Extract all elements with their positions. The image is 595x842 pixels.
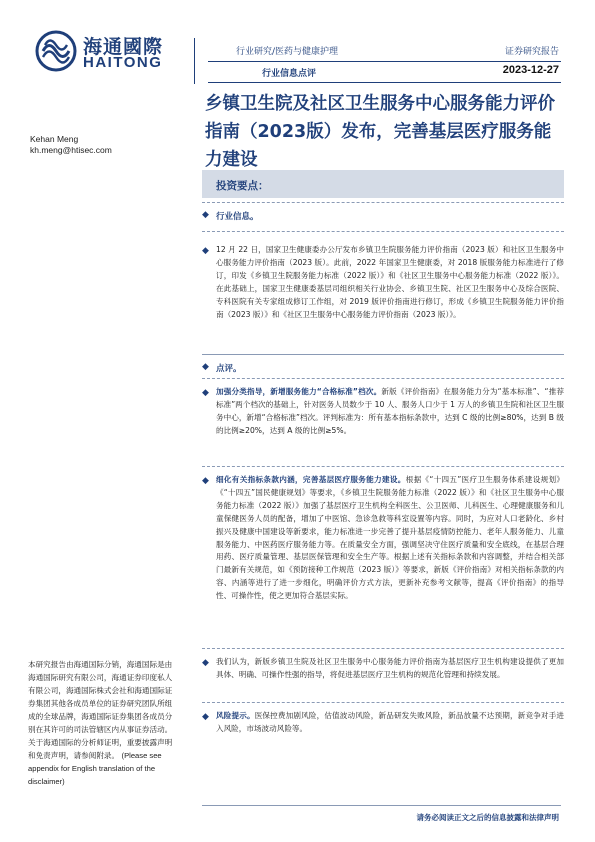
section-divider — [202, 231, 564, 232]
footer-rule — [202, 805, 561, 806]
risk-body: 医保控费加剧风险，估值波动风险，新品研发失败风险，新品放量不达预期，新竞争对手进入风险，市场波动风险等。 — [216, 711, 565, 733]
author-block — [30, 134, 112, 156]
haitong-logo — [35, 30, 185, 72]
bullet-icon: ◆ — [202, 388, 209, 398]
section-divider — [202, 354, 564, 355]
header-rule-bottom — [208, 82, 561, 83]
header-rule-top — [208, 61, 561, 62]
point2-paragraph — [216, 474, 564, 603]
section-divider — [202, 202, 564, 203]
section-divider — [202, 378, 564, 379]
section-divider — [202, 648, 564, 649]
key-points-header — [202, 170, 564, 198]
report-type: 证券研究报告 — [504, 47, 559, 57]
section-divider — [202, 466, 564, 467]
report-title: 乡镇卫生院及社区卫生服务中心服务能力评价指南（2023版）发布，完善基层医疗服务能力建设 — [205, 94, 555, 170]
footer-notice: 请务必阅读正文之后的信息披露和法律声明 — [416, 813, 559, 822]
key-points-label: 投资要点： — [216, 180, 269, 192]
point1-paragraph — [216, 386, 564, 438]
haitong-logo-icon — [35, 30, 77, 72]
industry-info-label: 行业信息。 — [216, 212, 259, 222]
author-email[interactable]: kh.meng@htisec.com — [30, 145, 112, 155]
risk-heading: 风险提示。 — [216, 711, 255, 720]
bullet-icon: ◆ — [202, 210, 209, 220]
disclaimer-cn: 本研究报告由海通国际分销，海通国际是由海通国际研究有限公司，海通证券印度私人有限公司，海通国际株式会社和海通国际证券集团其他各成员单位的证券研究团队所组成的全球品牌，海通国际证券集团各成员分别在其许可的司法管辖区内从事证券活动。关于海通国际的分析师证明，重要披露声明和免责声明，请参阅附录。 — [28, 660, 173, 760]
bullet-icon: ◆ — [202, 246, 209, 256]
industry-info-paragraph: 12 月 22 日，国家卫生健康委办公厅发布乡镇卫生院服务能力评价指南（2023 版）和社区卫生服务中心服务能力评价指南（2023 版）。此前，2022 年国家卫生健康委，对 2018 版服务能力标准进行了修订，印发《乡镇卫生院服务能力标准（2022 版）》和《社区卫生服务中心服务能力标准（2022 版）》。在此基础上，国家卫生健康委基层司组织相关行业协会、乡镇卫生院、社区卫生服务中心及综合医院、专科医院有关专家组成修订工作组，对 2019 版评价指南进行修订，形成《乡镇卫生院服务能力评价指南（2023 版）》和《社区卫生服务中心服务能力评价指南（2023 版）》。 — [216, 245, 564, 319]
report-category: 行业研究/医药与健康护理 — [236, 47, 339, 57]
logo-chinese-name: 海通國際 — [83, 36, 164, 58]
risk-paragraph — [216, 710, 564, 736]
point3-paragraph: 我们认为，新版乡镇卫生院及社区卫生服务中心服务能力评价指南为基层医疗卫生机构建设提供了更加具体、明确、可操作性强的指导，将促进基层医疗卫生机构的规范化管理和持续发展。 — [216, 657, 564, 679]
bullet-icon: ◆ — [202, 712, 209, 722]
header-divider — [194, 38, 195, 84]
comment-label: 点评。 — [216, 364, 242, 374]
point1-heading: 加强分类指导，新增服务能力“合格标准”档次。 — [216, 387, 382, 396]
report-date: 2023-12-27 — [502, 64, 559, 76]
point2-body: 根据《“十四五”医疗卫生服务体系建设规划》《“十四五”国民健康规划》等要求，《乡镇卫生院服务能力标准（2022 版）》和《社区卫生服务中心服务能力标准（2022 版）》加强了基层医疗卫生机构全科医生、公卫医师、儿科医生、心理健康服务和儿童保健医务人员的配备，增加了中医馆、急诊急救等科室设置等内容。同时，为应对人口老龄化、乡村振兴及健康中国建设等新要求，能力标准进一步完善了提升基层疫情防控能力、老年人服务能力、儿童服务能力、中医药医疗服务能力等。在质量安全方面，强调坚决守住医疗质量和安全底线，在基层合理用药、医疗质量管理、基层医保管理和安全生产等。根据上述有关指标条款和内容调整，并结合相关部门最新有关规范，如《预防接种工作规范（2023 版）》等要求，新版《评价指南》对相关指标条款的内容、内涵等进行了进一步细化，明确评价方式方法，更新补充参考文献等，提高《评价指南》的指导性、可操作性，使之更加符合基层实际。 — [216, 475, 564, 601]
report-subcategory: 行业信息点评 — [262, 69, 317, 79]
section-divider — [202, 702, 564, 703]
point2-heading: 细化有关指标条款内涵，完善基层医疗服务能力建设。 — [216, 475, 406, 484]
bullet-icon: ◆ — [202, 362, 209, 372]
point1-body: 新版《评价指南》在服务能力分为“基本标准”、“推荐标准”两个档次的基础上，针对医务人员数少于 10 人、服务人口少于 1 万人的乡镇卫生院和社区卫生服务中心，新增“合格标准”档次。评判标准为：所有基本指标条款中，达到 C 级的比例≥80%，达到 B 级的比例≥20%，达到 A 级的比例≥5%。 — [216, 387, 564, 435]
bullet-icon: ◆ — [202, 476, 209, 486]
author-name: Kehan Meng — [30, 134, 79, 144]
logo-english-name: HAITONG — [83, 54, 163, 71]
disclaimer-block — [28, 658, 178, 788]
disclaimer-en: (Please see appendix for English translation of the disclaimer) — [28, 751, 162, 786]
bullet-icon: ◆ — [202, 658, 209, 668]
